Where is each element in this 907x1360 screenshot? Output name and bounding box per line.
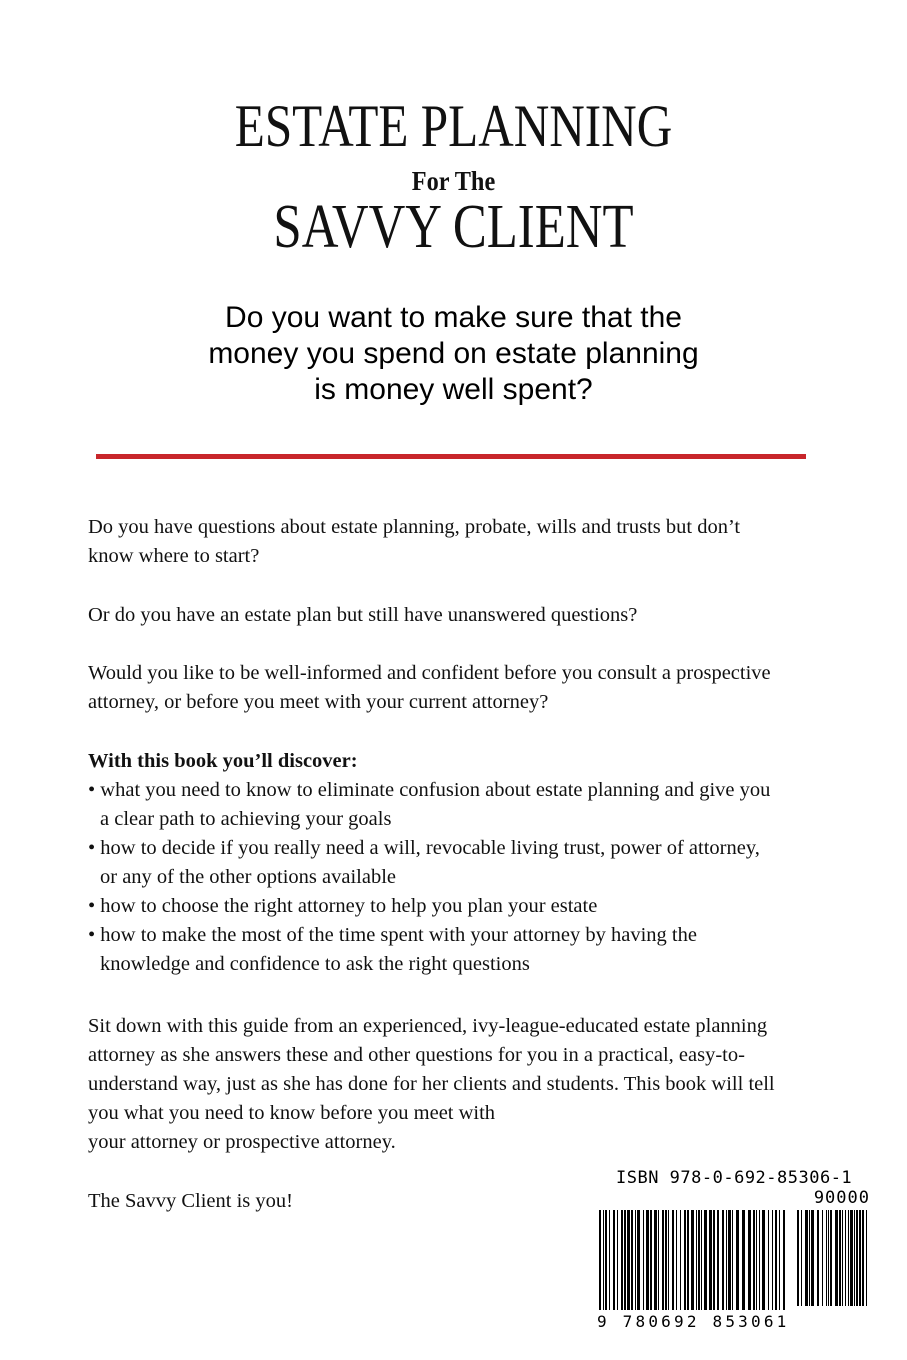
barcode-bar bbox=[617, 1210, 618, 1310]
barcode-bar bbox=[717, 1210, 719, 1310]
text-line: knowledge and confidence to ask the right questions bbox=[100, 953, 530, 975]
barcode-bar bbox=[672, 1210, 674, 1310]
barcode-bar bbox=[756, 1210, 757, 1310]
text-line: • how to choose the right attorney to help you plan your estate bbox=[88, 895, 598, 917]
text-line: your attorney or prospective attorney. bbox=[88, 1131, 396, 1153]
barcode-bar bbox=[603, 1210, 604, 1310]
barcode-addon-bar bbox=[817, 1210, 819, 1306]
ean-digits: 9 780692 853061 bbox=[597, 1312, 790, 1331]
text-line: understand way, just as she has done for her clients and students. This book will tell bbox=[88, 1073, 775, 1095]
list-item bbox=[88, 776, 828, 834]
text-line: • how to decide if you really need a will, revocable living trust, power of attorney, bbox=[88, 837, 760, 859]
text-line: Sit down with this guide from an experienced, ivy-league-educated estate planning bbox=[88, 1015, 768, 1037]
barcode-bar bbox=[631, 1210, 633, 1310]
paragraph-closing: The Savvy Client is you! bbox=[88, 1190, 293, 1212]
barcode-bar bbox=[650, 1210, 652, 1310]
barcode-bar bbox=[624, 1210, 626, 1310]
list-item bbox=[88, 834, 828, 892]
title-line-3: SAVVY CLIENT bbox=[273, 193, 634, 261]
tagline bbox=[0, 300, 907, 408]
title-line-2: For The bbox=[411, 166, 496, 196]
barcode-bar bbox=[783, 1210, 785, 1310]
barcode-bar bbox=[709, 1210, 712, 1310]
barcode-addon-bar bbox=[842, 1210, 843, 1306]
barcode-addon-bar bbox=[830, 1210, 832, 1306]
barcode-bar bbox=[736, 1210, 739, 1310]
barcode-bar bbox=[599, 1210, 601, 1310]
barcode-addon-bar bbox=[809, 1210, 810, 1306]
barcode-bar bbox=[605, 1210, 607, 1310]
text-line: Would you like to be well-informed and confident before you consult a prospective bbox=[88, 662, 771, 684]
barcode-bar bbox=[728, 1210, 731, 1310]
text-line: • how to make the most of the time spent with your attorney by having the bbox=[88, 924, 697, 946]
paragraph-estate-plan bbox=[88, 601, 828, 630]
barcode-bar bbox=[704, 1210, 707, 1310]
barcode-addon-bar bbox=[822, 1210, 823, 1306]
text-line: Do you have questions about estate planning, probate, wills and trusts but don’t bbox=[88, 516, 741, 538]
barcode-bar bbox=[684, 1210, 686, 1310]
barcode-bar bbox=[726, 1210, 727, 1310]
barcode-addon-bar bbox=[859, 1210, 861, 1306]
discover-heading: With this book you’ll discover: bbox=[88, 750, 358, 772]
barcode-bars bbox=[597, 1210, 869, 1318]
barcode-bar bbox=[779, 1210, 780, 1310]
barcode-addon-bar bbox=[797, 1210, 799, 1306]
bullet-list bbox=[88, 776, 828, 979]
text-line: you what you need to know before you meet with bbox=[88, 1102, 496, 1124]
barcode-bar bbox=[646, 1210, 649, 1310]
barcode-addon-bar bbox=[845, 1210, 846, 1306]
barcode-bar bbox=[676, 1210, 677, 1310]
barcode-addon-bar bbox=[862, 1210, 864, 1306]
text-line: Or do you have an estate plan but still have unanswered questions? bbox=[88, 604, 638, 626]
barcode-bar bbox=[643, 1210, 644, 1310]
barcode-addon-bar bbox=[811, 1210, 814, 1306]
barcode-bar bbox=[698, 1210, 700, 1310]
barcode-bar bbox=[772, 1210, 773, 1310]
tagline-line: money you spend on estate planning bbox=[208, 337, 699, 370]
barcode-bar bbox=[635, 1210, 636, 1310]
barcode-bar bbox=[687, 1210, 689, 1310]
barcode-addon-bar bbox=[835, 1210, 838, 1306]
tagline-line: Do you want to make sure that the bbox=[225, 301, 682, 334]
barcode-bar bbox=[759, 1210, 760, 1310]
paragraph-sit-down bbox=[88, 1012, 828, 1157]
barcode-bar bbox=[680, 1210, 681, 1310]
paragraph-questions bbox=[88, 513, 828, 571]
barcode-bar bbox=[775, 1210, 777, 1310]
list-item bbox=[88, 892, 828, 921]
tagline-line: is money well spent? bbox=[314, 373, 593, 406]
barcode-addon-bar bbox=[801, 1210, 802, 1306]
barcode-bar bbox=[609, 1210, 610, 1310]
list-item bbox=[88, 921, 828, 979]
barcode-bar bbox=[701, 1210, 702, 1310]
text-line: • what you need to know to eliminate confusion about estate planning and give you bbox=[88, 779, 771, 801]
text-line: attorney, or before you meet with your current attorney? bbox=[88, 691, 549, 713]
text-line: or any of the other options available bbox=[100, 866, 397, 888]
barcode-addon-bar bbox=[848, 1210, 849, 1306]
barcode-bar bbox=[696, 1210, 697, 1310]
barcode-bar bbox=[665, 1210, 667, 1310]
barcode-bar bbox=[768, 1210, 769, 1310]
barcode-addon-bar bbox=[839, 1210, 841, 1306]
barcode-bar bbox=[668, 1210, 669, 1310]
barcode-bar bbox=[691, 1210, 694, 1310]
title-line-1: ESTATE PLANNING bbox=[234, 93, 673, 159]
text-line: know where to start? bbox=[88, 545, 260, 567]
barcode-addon-bar bbox=[828, 1210, 829, 1306]
price-code: 90000 bbox=[813, 1188, 870, 1208]
text-line: a clear path to achieving your goals bbox=[100, 808, 392, 830]
barcode-bar bbox=[627, 1210, 630, 1310]
isbn-label: ISBN 978-0-692-85306-1 bbox=[616, 1168, 853, 1188]
red-divider bbox=[96, 454, 806, 459]
barcode-bar bbox=[621, 1210, 623, 1310]
barcode-addon-bar bbox=[854, 1210, 855, 1306]
barcode-bar bbox=[654, 1210, 657, 1310]
barcode-bar bbox=[748, 1210, 751, 1310]
barcode-addon-bar bbox=[826, 1210, 827, 1306]
barcode-bar bbox=[742, 1210, 745, 1310]
barcode-addon-bar bbox=[866, 1210, 867, 1306]
barcode-bar bbox=[713, 1210, 715, 1310]
barcode-addon-bar bbox=[856, 1210, 858, 1306]
paragraph-well-informed bbox=[88, 659, 828, 717]
barcode-bar bbox=[637, 1210, 640, 1310]
barcode-bar bbox=[732, 1210, 733, 1310]
barcode-addon-bar bbox=[850, 1210, 853, 1306]
text-line: attorney as she answers these and other questions for you in a practical, easy-to- bbox=[88, 1044, 745, 1066]
barcode-bar bbox=[662, 1210, 664, 1310]
barcode-bar bbox=[658, 1210, 659, 1310]
barcode-addon-bar bbox=[805, 1210, 808, 1306]
barcode-bar bbox=[762, 1210, 765, 1310]
barcode-bar bbox=[722, 1210, 724, 1310]
barcode-bar bbox=[753, 1210, 755, 1310]
barcode-bar bbox=[613, 1210, 615, 1310]
